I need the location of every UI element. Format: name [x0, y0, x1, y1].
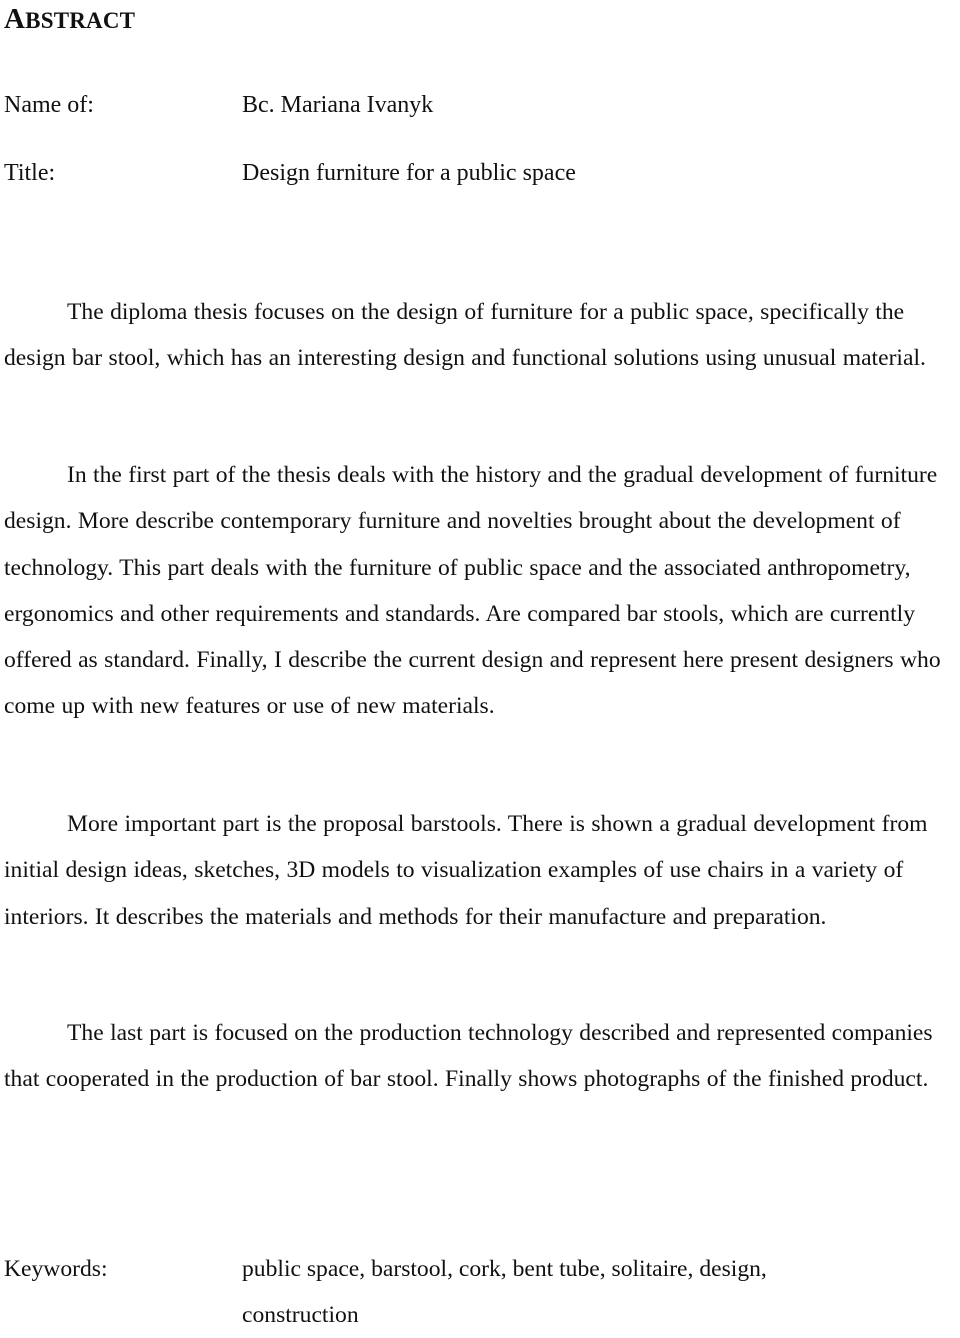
- keywords-list: public space, barstool, cork, bent tube, solitaire, design, construction: [242, 1256, 767, 1328]
- abstract-heading: [4, 1, 135, 39]
- abstract-paragraph-3: More important part is the proposal barstools. There is shown a gradual development from initial design ideas, sketches, 3D models to visualization examples of use chairs in a variety of interiors. It describes the materials and methods for their manufacture and preparation.: [4, 811, 928, 930]
- heading-rest: BSTRACT: [25, 8, 136, 33]
- keywords-label: Keywords:: [4, 1256, 108, 1282]
- abstract-paragraph-1: The diploma thesis focuses on the design of furniture for a public space, specifically the design bar stool, which has an interesting design and functional solutions using unusual material.: [4, 299, 926, 372]
- name-label: Name of:: [4, 92, 94, 118]
- author-name: Bc. Mariana Ivanyk: [242, 92, 434, 118]
- abstract-paragraph-4: The last part is focused on the production technology described and represented companies that cooperated in the production of bar stool. Finally shows photographs of the finished product.: [4, 1020, 933, 1093]
- heading-initial: A: [4, 3, 26, 35]
- keywords-row: [4, 1246, 960, 1328]
- title-label: Title:: [4, 160, 56, 186]
- thesis-title: Design furniture for a public space: [242, 160, 576, 186]
- abstract-paragraph-2: In the first part of the thesis deals with the history and the gradual development of furniture design. More describe contemporary furniture and novelties brought about the development of technology. This part deals with the furniture of public space and the associated anthropometry, ergonomics and other requirements and standards. Are compared bar stools, which are currently offered as standard. Finally, I describe the current design and represent here present designers who come up with new features or use of new materials.: [4, 462, 941, 720]
